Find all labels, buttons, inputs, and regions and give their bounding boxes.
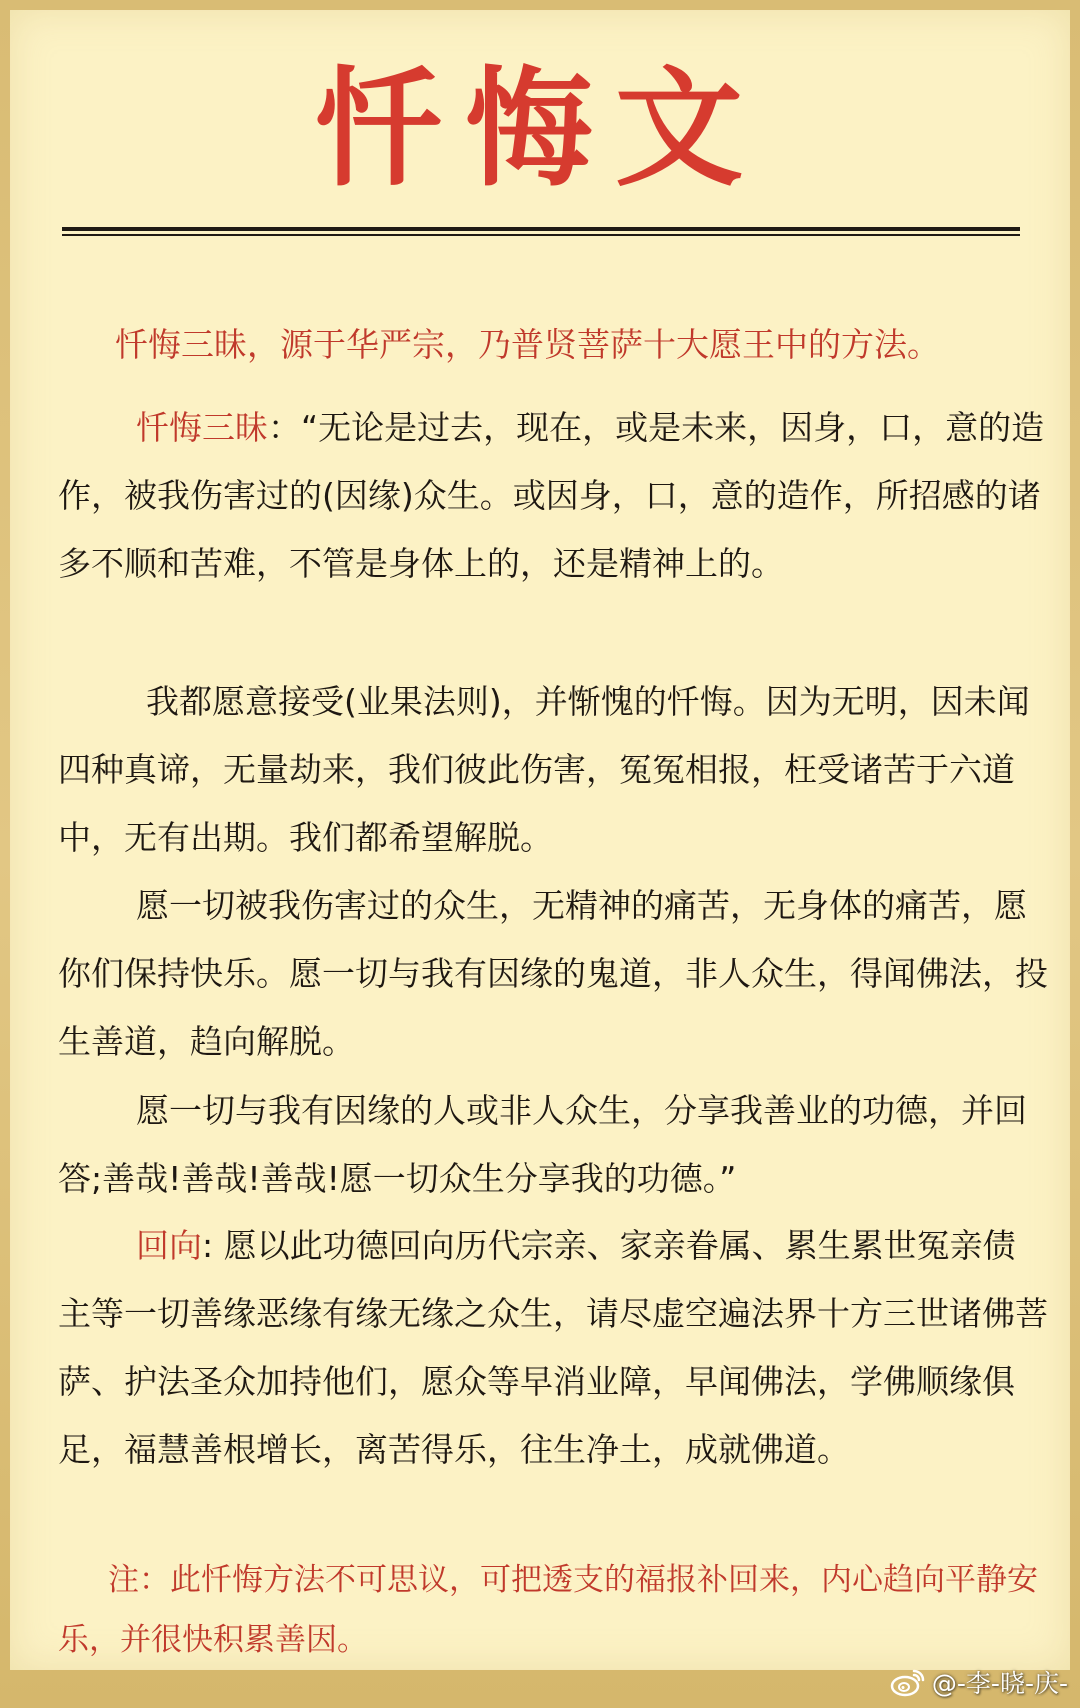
paragraph-confession [58,394,1048,598]
paragraph-confession-label: 忏悔三昧 [136,408,268,447]
title-divider-thick [62,227,1020,231]
paragraph-wish-beings: 愿一切被我伤害过的众生，无精神的痛苦，无身体的痛苦，愿你们保持快乐。愿一切与我有因缘的鬼道，非人众生，得闻佛法，投生善道，趋向解脱。 [58,886,1048,1061]
watermark-text: @-李-晓-庆- [931,1669,1068,1698]
paragraph-dedication [58,1212,1048,1484]
paragraph-acceptance: 我都愿意接受(业果法则)，并惭愧的忏悔。因为无明，因未闻四种真谛，无量劫来，我们彼此伤害，冤冤相报，枉受诸苦于六道中，无有出期。我们都希望解脱。 [58,682,1030,857]
paragraph-confession-text: ：“无论是过去，现在，或是未来，因身，口，意的造作，被我伤害过的(因缘)众生。或因身，口，意的造作，所招感的诸多不顺和苦难，不管是身体上的，还是精神上的。 [58,408,1045,583]
paragraph-share-merit: 愿一切与我有因缘的人或非人众生，分享我善业的功德，并回答;善哉!善哉!善哉!愿一切众生分享我的功德。” [58,1091,1027,1198]
note-text: 注：此忏悔方法不可思议，可把透支的福报补回来，内心趋向平静安乐，并很快积累善因。 [58,1562,1038,1658]
paragraph-dedication-label: 回向 [136,1226,202,1265]
paragraph-dedication-text: : 愿以此功德回向历代宗亲、家亲眷属、累生累世冤亲债主等一切善缘恶缘有缘无缘之众生，请尽虚空遍法界十方三世诸佛菩萨、护法圣众加持他们，愿众等早消业障，早闻佛法，学佛顺缘俱足，福慧善根增长，离苦得乐，往生净土，成就佛道。 [58,1226,1048,1469]
intro-text: 忏悔三昧，源于华严宗，乃普贤菩萨十大愿王中的方法。 [115,325,940,364]
weibo-icon [890,1667,926,1697]
title-divider-thin [62,234,1020,236]
watermark [890,1662,1068,1702]
page-title: 忏悔文 [314,55,765,204]
